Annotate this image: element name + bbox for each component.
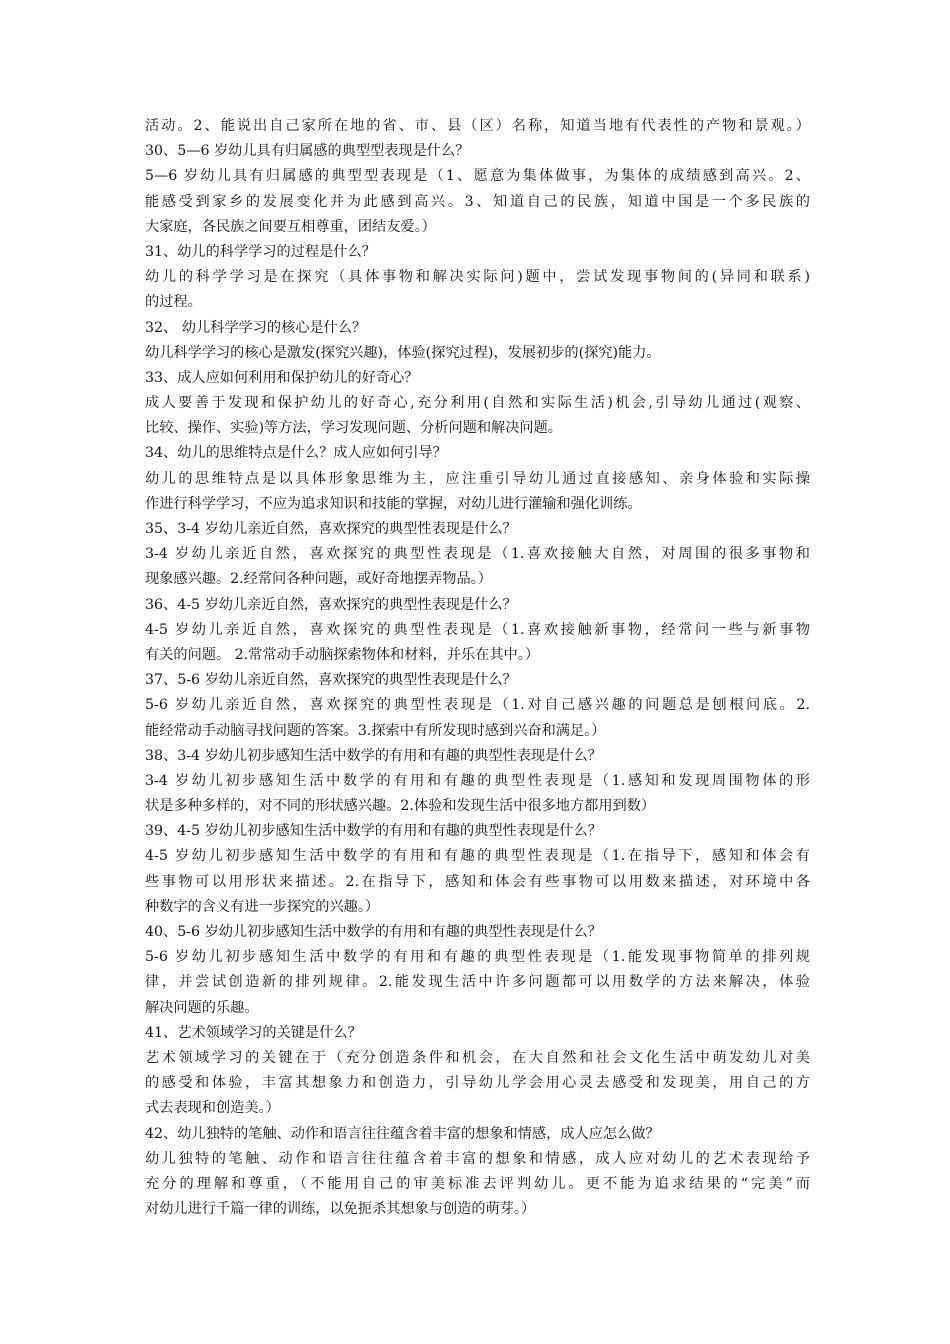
text-line: 幼儿的思维特点是以具体形象思维为主，应注重引导幼儿通过直接感知、亲身体验和实际操 [145,470,810,487]
question-heading: 35、3-4 岁幼儿亲近自然，喜欢探究的典型性表现是什么？ [145,521,517,537]
text-line: 大家庭，各民族之间要互相尊重，团结友爱。） [145,218,436,235]
text-line: 能感受到家乡的发展变化并为此感到高兴。3、知道自己的民族，知道中国是一个多民族的 [145,193,810,210]
text-line: 些事物可以用形状来描述。2.在指导下，感知和体会有些事物可以用数来描述，对环境中各 [145,873,810,890]
text-line: 的过程。 [145,294,202,311]
question-heading: 32、 幼儿科学学习的核心是什么？ [145,319,367,336]
text-line: 能经常动手动脑寻找问题的答案。3.探索中有所发现时感到兴奋和满足。） [145,722,606,739]
question-heading: 33、成人应如何利用和保护幼儿的好奇心？ [145,369,419,386]
question-heading: 34、幼儿的思维特点是什么？成人应如何引导？ [145,445,447,462]
text-line: 5-6 岁幼儿初步感知生活中数学的有用和有趣的典型性表现是（1.能发现事物简单的排列规 [145,949,810,966]
text-line: 4-5 岁幼儿初步感知生活中数学的有用和有趣的典型性表现是（1.在指导下，感知和体会有 [145,848,810,865]
text-line: 幼儿科学学习的核心是激发(探究兴趣)，体验(探究过程)，发展初步的(探究)能力。 [145,344,661,361]
text-line: 状是多种多样的，对不同的形状感兴趣。2.体验和发现生活中很多地方都用到数） [145,798,656,815]
text-line: 比较、操作、实验)等方法，学习发现问题、分析问题和解决问题。 [145,420,562,437]
question-heading: 36、4-5 岁幼儿亲近自然，喜欢探究的典型性表现是什么？ [145,596,517,613]
text-line: 作进行科学学习，不应为追求知识和技能的掌握，对幼儿进行灌输和强化训练。 [145,495,642,512]
question-heading: 42、幼儿独特的笔触、动作和语言往往蕴含着丰富的想象和情感，成人应怎么做？ [145,1125,660,1142]
text-line: 种数字的含义有进一步探究的兴趣。） [145,898,380,915]
text-line: 解决问题的乐趣。 [145,999,259,1016]
question-heading: 40、5-6 岁幼儿初步感知生活中数学的有用和有趣的典型性表现是什么？ [145,924,602,940]
text-line: 充分的理解和尊重，（不能用自己的审美标准去评判幼儿。更不能为追求结果的“完美”而 [145,1175,810,1192]
text-line: 幼儿独特的笔触、动作和语言往往蕴含着丰富的想象和情感，成人应对幼儿的艺术表现给予 [145,1150,810,1167]
text-line: 3-4 岁幼儿初步感知生活中数学的有用和有趣的典型性表现是（1.感知和发现周围物体的形 [145,772,810,789]
text-line: 幼儿的科学学习是在探究（具体事物和解决实际问)题中，尝试发现事物间的(异同和联系) [145,269,810,286]
text-line: 活动。2、能说出自己家所在地的省、市、县（区）名称，知道当地有代表性的产物和景观。） [145,118,810,134]
text-line: 5—6 岁幼儿具有归属感的典型型表现是（1、愿意为集体做事，为集体的成绩感到高兴。2、 [145,168,810,185]
text-line: 4-5 岁幼儿亲近自然，喜欢探究的典型性表现是（1.喜欢接触新事物，经常问一些与新事物 [145,621,810,638]
question-heading: 39、4-5 岁幼儿初步感知生活中数学的有用和有趣的典型性表现是什么？ [145,823,602,840]
text-line: 对幼儿进行千篇一律的训练，以免扼杀其想象与创造的萌芽。） [145,1201,536,1218]
text-line: 律，并尝试创造新的排列规律。2.能发现生活中许多问题都可以用数学的方法来解决，体验 [145,974,810,991]
question-heading: 31、幼儿的科学学习的过程是什么？ [145,243,376,260]
text-line: 式去表现和创造美。） [145,1100,280,1117]
text-line: 的感受和体验，丰富其想象力和创造力，引导幼儿学会用心灵去感受和发现美，用自己的方 [145,1075,810,1092]
question-heading: 41、艺术领域学习的关键是什么？ [145,1024,362,1041]
question-heading: 37、5-6 岁幼儿亲近自然，喜欢探究的典型性表现是什么？ [145,672,517,689]
text-line: 有关的问题。 2.常常动手动脑探索物体和材料，并乐在其中。） [145,646,540,663]
text-line: 现象感兴趣。2.经常问各种问题，或好奇地摆弄物品。） [145,571,492,588]
text-line: 5-6 岁幼儿亲近自然，喜欢探究的典型性表现是（1.对自己感兴趣的问题总是刨根问底。2. [145,697,810,714]
text-line: 3-4 岁幼儿亲近自然，喜欢探究的典型性表现是（1.喜欢接触大自然，对周围的很多事物和 [145,546,810,563]
question-heading: 38、3-4 岁幼儿初步感知生活中数学的有用和有趣的典型性表现是什么？ [145,747,602,764]
text-line: 艺术领域学习的关键在于（充分创造条件和机会，在大自然和社会文化生活中萌发幼儿对美 [145,1049,810,1066]
question-heading: 30、5—6 岁幼儿具有归属感的典型型表现是什么？ [145,143,470,160]
text-line: 成人要善于发现和保护幼儿的好奇心,充分利用(自然和实际生活)机会,引导幼儿通过(观察、 [145,395,810,412]
document-body [145,114,810,1222]
